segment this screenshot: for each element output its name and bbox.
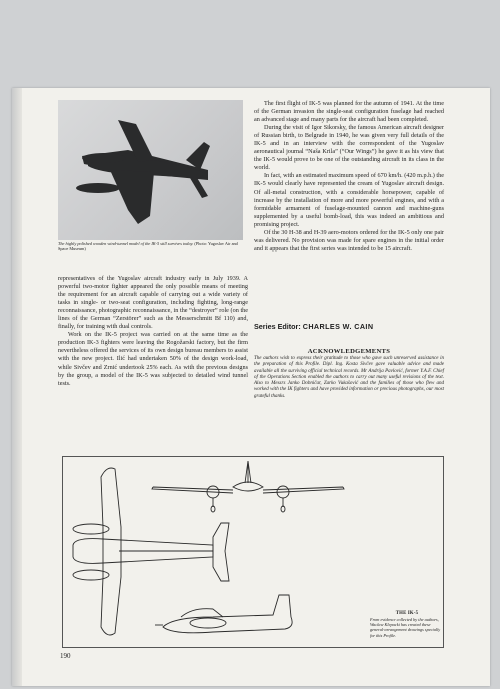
paragraph: In fact, with an estimated maximum speed of 670 km/h. (420 m.p.h.) the IK-5 would clearly have represented the cream of Yugoslav aircraft design. Of all-metal construction, with a considerable horsepower, capable of increase by the installation of more and more powerful engines, and with a formidable armament of fuselage-mounted cannon and machine-guns supplemented by a useful bomb-load, this was indeed an ambitious and promising project. — [254, 172, 444, 228]
page-spine-shadow — [12, 88, 22, 686]
plan-view — [73, 468, 229, 635]
series-editor-credit — [254, 322, 454, 331]
side-view — [155, 595, 292, 633]
paragraph: Work on the IK-5 project was carried on at the same time as the production IK-3 fighters were leaving the Rogožarski factory, but the firm nevertheless offered the services of its own design bureau members to assist with the new project. Ilić had undertaken 50% of the design work-load, while Sivčev and Zrnić undertook 25% each. As with the previous designs by the group, a model of the IK-5 was subjected to detailed wind tunnel tests. — [58, 331, 248, 387]
front-view — [152, 461, 344, 512]
paragraph: representatives of the Yugoslav aircraft industry early in July 1939. A powerful two-motor fighter appeared the only possible means of meeting the requirement for an aircraft capable of carrying out a wide variety of tasks in single- or two-seat configuration, including fighting, long-range reconnaissance, photographic reconnaissance, in the “destroyer” role (on the lines of the German “Zerstörer” such as the Messerschmitt Bf 110) and, finally, for training with dual controls. — [58, 275, 248, 331]
paragraph: Of the 30 H-38 and H-39 aero-motors ordered for the IK-5 only one pair was delivered. No provision was made for spare engines in the initial order and it appears that the first series was intended to be 15 aircraft. — [254, 228, 444, 252]
drawing-title: THE IK-5 — [395, 611, 419, 616]
series-editor-label: Series Editor: — [254, 322, 301, 331]
paragraph: During the visit of Igor Sikorsky, the famous American aircraft designer of Russian birth, to Belgrade in 1940, he was given very full details of the IK-5 and in an interview with the correspondent of the Yugoslav aeronautical journal “Naša Krila” (“Our Wings”) he gave it as his view that the IK-5 would prove to be one of the outstanding aircraft in its class in the world. — [254, 124, 444, 172]
series-editor-name: CHARLES W. CAIN — [302, 322, 374, 331]
aircraft-silhouette-icon — [58, 100, 243, 240]
left-text-column — [58, 275, 248, 388]
page-number: 190 — [60, 652, 71, 660]
drawing-caption: From evidence collected by the authors, Waclaw Klepacki has created these general-arrangement drawings specially for this Profile. — [370, 617, 441, 638]
photo-caption-text: The highly polished wooden wind-tunnel model of the IK-5 still survives today. — [58, 241, 194, 246]
acknowledgements-text: The authors wish to express their gratitude to those who gave such unreserved assistance in the preparation of this Profile. Dipl. Ing. Kosta Sivčev gave valuable advice and made available all the surviving official technical records. Mr Andrija Pavlović, former Y.A.F. Chief of the Operations Section enabled the authors to carry out many useful revisions of the text. Also to Messrs Janko Dobničar, Zarko Vukašović and the families of those who flew and worked with the IK fighters and have provided information or precious photographs, our most grateful thanks. — [254, 356, 444, 399]
photo-credit: (Photo: Yugoslav Air and Space Museum) — [58, 241, 238, 252]
aircraft-model-photo — [58, 100, 243, 240]
acknowledgements-heading: ACKNOWLEDGEMENTS — [307, 348, 391, 355]
photo-caption — [58, 241, 246, 251]
paragraph: The first flight of IK-5 was planned for the autumn of 1941. At the time of the German invasion the single-seat configuration fuselage had reached an advanced stage and many parts for the aircraft had been completed. — [254, 100, 444, 124]
right-text-column — [254, 100, 444, 253]
